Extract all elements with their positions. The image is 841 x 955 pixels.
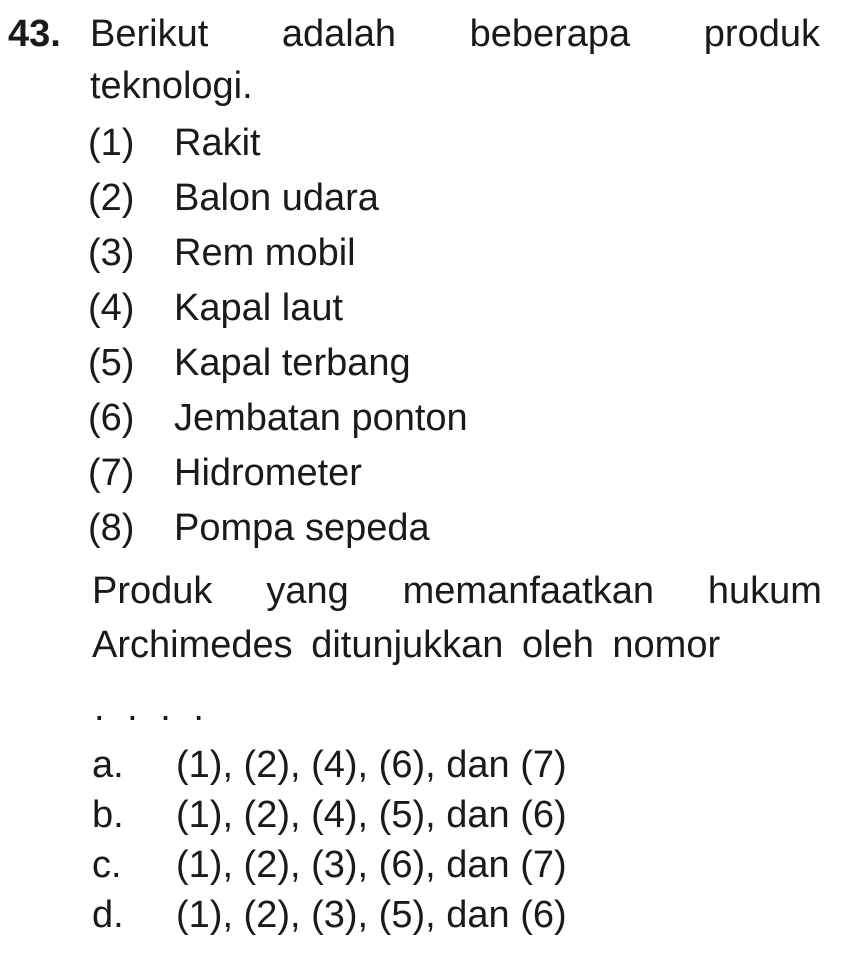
option-d[interactable] [92,890,567,940]
prompt-line-1 [92,564,822,618]
option-text: (1), (2), (3), (5), dan (6) [176,894,567,936]
list-item [88,446,468,501]
question-prompt [92,564,822,672]
option-text: (1), (2), (3), (6), dan (7) [176,844,567,886]
list-item [88,501,468,556]
list-item [88,336,468,391]
item-number: (2) [88,177,135,219]
prompt-line-2: Archimedes ditunjukkan oleh nomor [92,624,721,666]
item-label: Hidrometer [174,452,362,494]
item-number: (8) [88,507,135,549]
option-text: (1), (2), (4), (6), dan (7) [176,744,567,786]
item-number: (7) [88,452,135,494]
option-letter: a. [92,744,124,786]
item-number: (1) [88,122,135,164]
prompt-word: yang [266,570,349,612]
item-label: Rem mobil [174,232,356,274]
option-c[interactable] [92,840,567,890]
product-list [88,116,468,556]
item-label: Pompa sepeda [174,507,430,549]
item-number: (5) [88,342,135,384]
item-number: (3) [88,232,135,274]
list-item [88,391,468,446]
option-letter: b. [92,794,124,836]
prompt-word: hukum [707,570,822,612]
list-item [88,171,468,226]
option-letter: c. [92,844,122,886]
item-number: (6) [88,397,135,439]
answer-ellipsis: . . . . [94,687,210,729]
list-item [88,226,468,281]
item-label: Balon udara [174,177,379,219]
list-item [88,281,468,336]
option-b[interactable] [92,790,567,840]
option-letter: d. [92,894,124,936]
prompt-word: Produk [92,570,213,612]
option-text: (1), (2), (4), (5), dan (6) [176,794,567,836]
list-item [88,116,468,171]
answer-options [92,740,567,940]
option-a[interactable] [92,740,567,790]
item-label: Kapal terbang [174,342,411,384]
item-number: (4) [88,287,135,329]
prompt-word: memanfaatkan [402,570,654,612]
question-stem: Berikut adalah beberapa produk teknologi. [90,13,820,107]
item-label: Rakit [174,122,261,164]
item-label: Kapal laut [174,287,344,329]
question-number: 43. [8,13,61,55]
item-label: Jembatan ponton [174,397,468,439]
